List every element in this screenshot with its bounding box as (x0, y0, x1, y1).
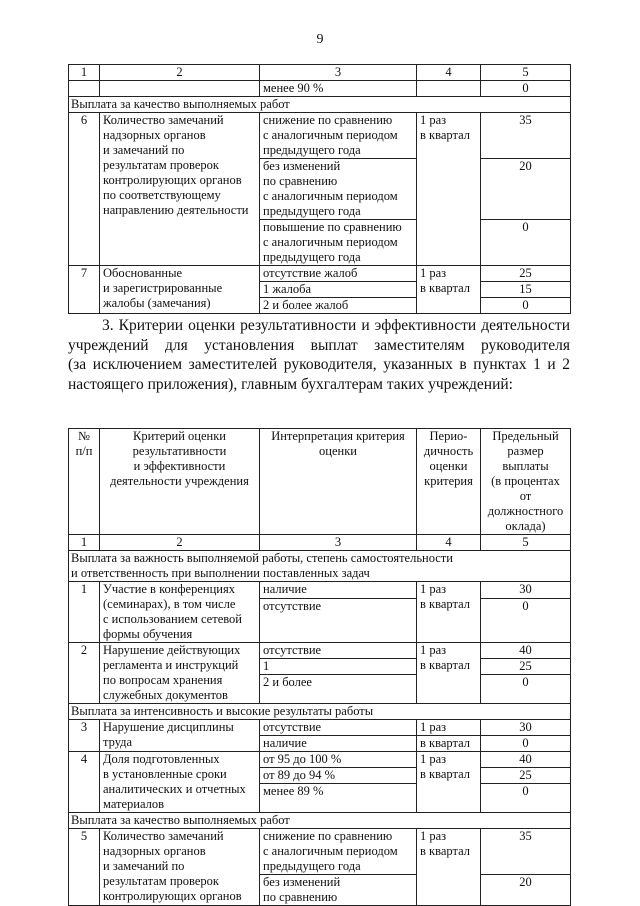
interpretation-cell: снижение по сравнению с аналогичным периодом предыдущего года (260, 829, 417, 875)
value-cell: 15 (481, 282, 571, 298)
col-number: 5 (481, 535, 571, 551)
paragraph-line: учреждений для установления выплат заместителям руководителя (68, 336, 570, 354)
value-cell: 0 (481, 81, 571, 97)
value-cell: 0 (481, 599, 571, 643)
period-cell: 1 раз в квартал (417, 829, 481, 906)
col-number: 5 (481, 65, 571, 81)
header-row (69, 429, 571, 535)
criteria-table-continued (68, 64, 571, 314)
paragraph-line: настоящего приложения), главным бухгалтерам таких учреждений: (68, 375, 513, 393)
header-interpretation: Интерпретация критерия оценки (260, 429, 417, 535)
criterion-cell: Количество замечаний надзорных органов и замечаний по результатам проверок контролирующих органов (100, 829, 260, 906)
value-cell: 25 (481, 768, 571, 784)
row-number: 2 (69, 643, 100, 704)
row-number: 5 (69, 829, 100, 906)
value-cell: 40 (481, 643, 571, 659)
interpretation-cell: менее 90 % (260, 81, 417, 97)
interpretation-cell: от 95 до 100 % (260, 752, 417, 768)
criterion-line: направлению деятельности (103, 203, 249, 217)
page-number: 9 (316, 32, 324, 47)
period-cell: 1 раз в квартал (417, 582, 481, 643)
col-number: 4 (417, 535, 481, 551)
value-cell: 0 (481, 675, 571, 704)
section-row (69, 813, 571, 829)
interpretation-cell: наличие (260, 736, 417, 752)
table-row (69, 81, 571, 97)
row-number: 4 (69, 752, 100, 813)
table-row (69, 582, 571, 599)
header-max-payment: Предельный размер выплаты (в процентах от должностного оклада) (481, 429, 571, 535)
table-row (69, 720, 571, 736)
value-cell: 0 (481, 784, 571, 813)
criteria-table (68, 428, 571, 906)
interpretation-cell: наличие (260, 582, 417, 599)
row-number: 3 (69, 720, 100, 752)
section-title: Выплата за качество выполняемых работ (69, 813, 571, 829)
section-title: Выплата за интенсивность и высокие результаты работы (69, 704, 571, 720)
col-number: 2 (100, 65, 260, 81)
criterion-cell: Обоснованные и зарегистрированные жалобы (замечания) (100, 266, 260, 314)
interpretation-cell: снижение по сравнению с аналогичным периодом предыдущего года (260, 113, 417, 159)
paragraph-line: 3. Критерии оценки результативности и эффективности деятельности (102, 317, 570, 334)
table-row (69, 752, 571, 768)
value-cell: 0 (481, 736, 571, 752)
period-cell: 1 раз в квартал (417, 643, 481, 704)
header-period: Перио- дичность оценки критерия (417, 429, 481, 535)
interpretation-cell: повышение по сравнению с аналогичным периодом предыдущего года (260, 220, 417, 266)
criterion-line: надзорных органов (103, 128, 206, 142)
value-cell: 20 (481, 159, 571, 220)
interpretation-cell: без изменений по сравнению с аналогичным периодом предыдущего года (260, 159, 417, 220)
section-title: Выплата за важность выполняемой работы, степень самостоятельности и ответственность при выполнении поставленных задач (69, 551, 571, 582)
criterion-line: и замечаний по (103, 143, 185, 157)
value-cell: 25 (481, 659, 571, 675)
table-row (69, 643, 571, 659)
section-3-paragraph (68, 316, 570, 394)
paragraph-line: (за исключением заместителей руководителя, указанных в пунктах 1 и 2 (68, 356, 570, 373)
interpretation-cell: отсутствие жалоб (260, 266, 417, 282)
header-criterion: Критерий оценки результативности и эффективности деятельности учреждения (100, 429, 260, 535)
interpretation-cell: без изменений по сравнению (260, 875, 417, 906)
table-row (69, 266, 571, 282)
section-row (69, 704, 571, 720)
row-number: 1 (69, 582, 100, 643)
value-cell: 30 (481, 582, 571, 599)
criterion-cell: Участие в конференциях (семинарах), в том числе с использованием сетевой формы обучения (100, 582, 260, 643)
interpretation-cell: отсутствие (260, 720, 417, 736)
col-number: 2 (100, 535, 260, 551)
row-number: 6 (69, 113, 100, 266)
interpretation-cell: отсутствие (260, 599, 417, 643)
interpretation-cell: 2 и более (260, 675, 417, 704)
column-number-row (69, 65, 571, 81)
value-cell: 0 (481, 298, 571, 314)
interpretation-cell: от 89 до 94 % (260, 768, 417, 784)
interpretation-cell: отсутствие (260, 643, 417, 659)
value-cell: 25 (481, 266, 571, 282)
period-cell: 1 раз (417, 720, 481, 736)
row-number: 7 (69, 266, 100, 314)
col-number: 3 (260, 535, 417, 551)
col-number: 1 (69, 535, 100, 551)
value-cell: 35 (481, 829, 571, 875)
value-cell: 20 (481, 875, 571, 906)
col-number: 3 (260, 65, 417, 81)
criterion-cell (100, 113, 260, 266)
period-cell: 1 раз в квартал (417, 752, 481, 813)
value-cell: 40 (481, 752, 571, 768)
interpretation-cell: 1 жалоба (260, 282, 417, 298)
period-cell: 1 раз в квартал (417, 113, 481, 266)
col-number: 1 (69, 65, 100, 81)
interpretation-cell: 1 (260, 659, 417, 675)
criterion-cell: Доля подготовленных в установленные сроки аналитических и отчетных материалов (100, 752, 260, 813)
table-row (69, 829, 571, 875)
value-cell: 30 (481, 720, 571, 736)
col-number: 4 (417, 65, 481, 81)
period-cell: 1 раз в квартал (417, 266, 481, 314)
criterion-line: Количество замечаний (103, 113, 224, 127)
criterion-cell: Нарушение дисциплины труда (100, 720, 260, 752)
period-cell: в квартал (417, 736, 481, 752)
value-cell: 35 (481, 113, 571, 159)
criterion-cell: Нарушение действующих регламента и инструкций по вопросам хранения служебных документов (100, 643, 260, 704)
section-row (69, 551, 571, 582)
section-row (69, 97, 571, 113)
table-row (69, 113, 571, 159)
section-title: Выплата за качество выполняемых работ (69, 97, 571, 113)
value-cell: 0 (481, 220, 571, 266)
column-number-row (69, 535, 571, 551)
interpretation-cell: менее 89 % (260, 784, 417, 813)
criterion-line: по соответствующему (103, 188, 221, 202)
header-num: № п/п (69, 429, 100, 535)
criterion-line: контролирующих органов (103, 173, 242, 187)
criterion-line: результатам проверок (103, 158, 219, 172)
interpretation-cell: 2 и более жалоб (260, 298, 417, 314)
